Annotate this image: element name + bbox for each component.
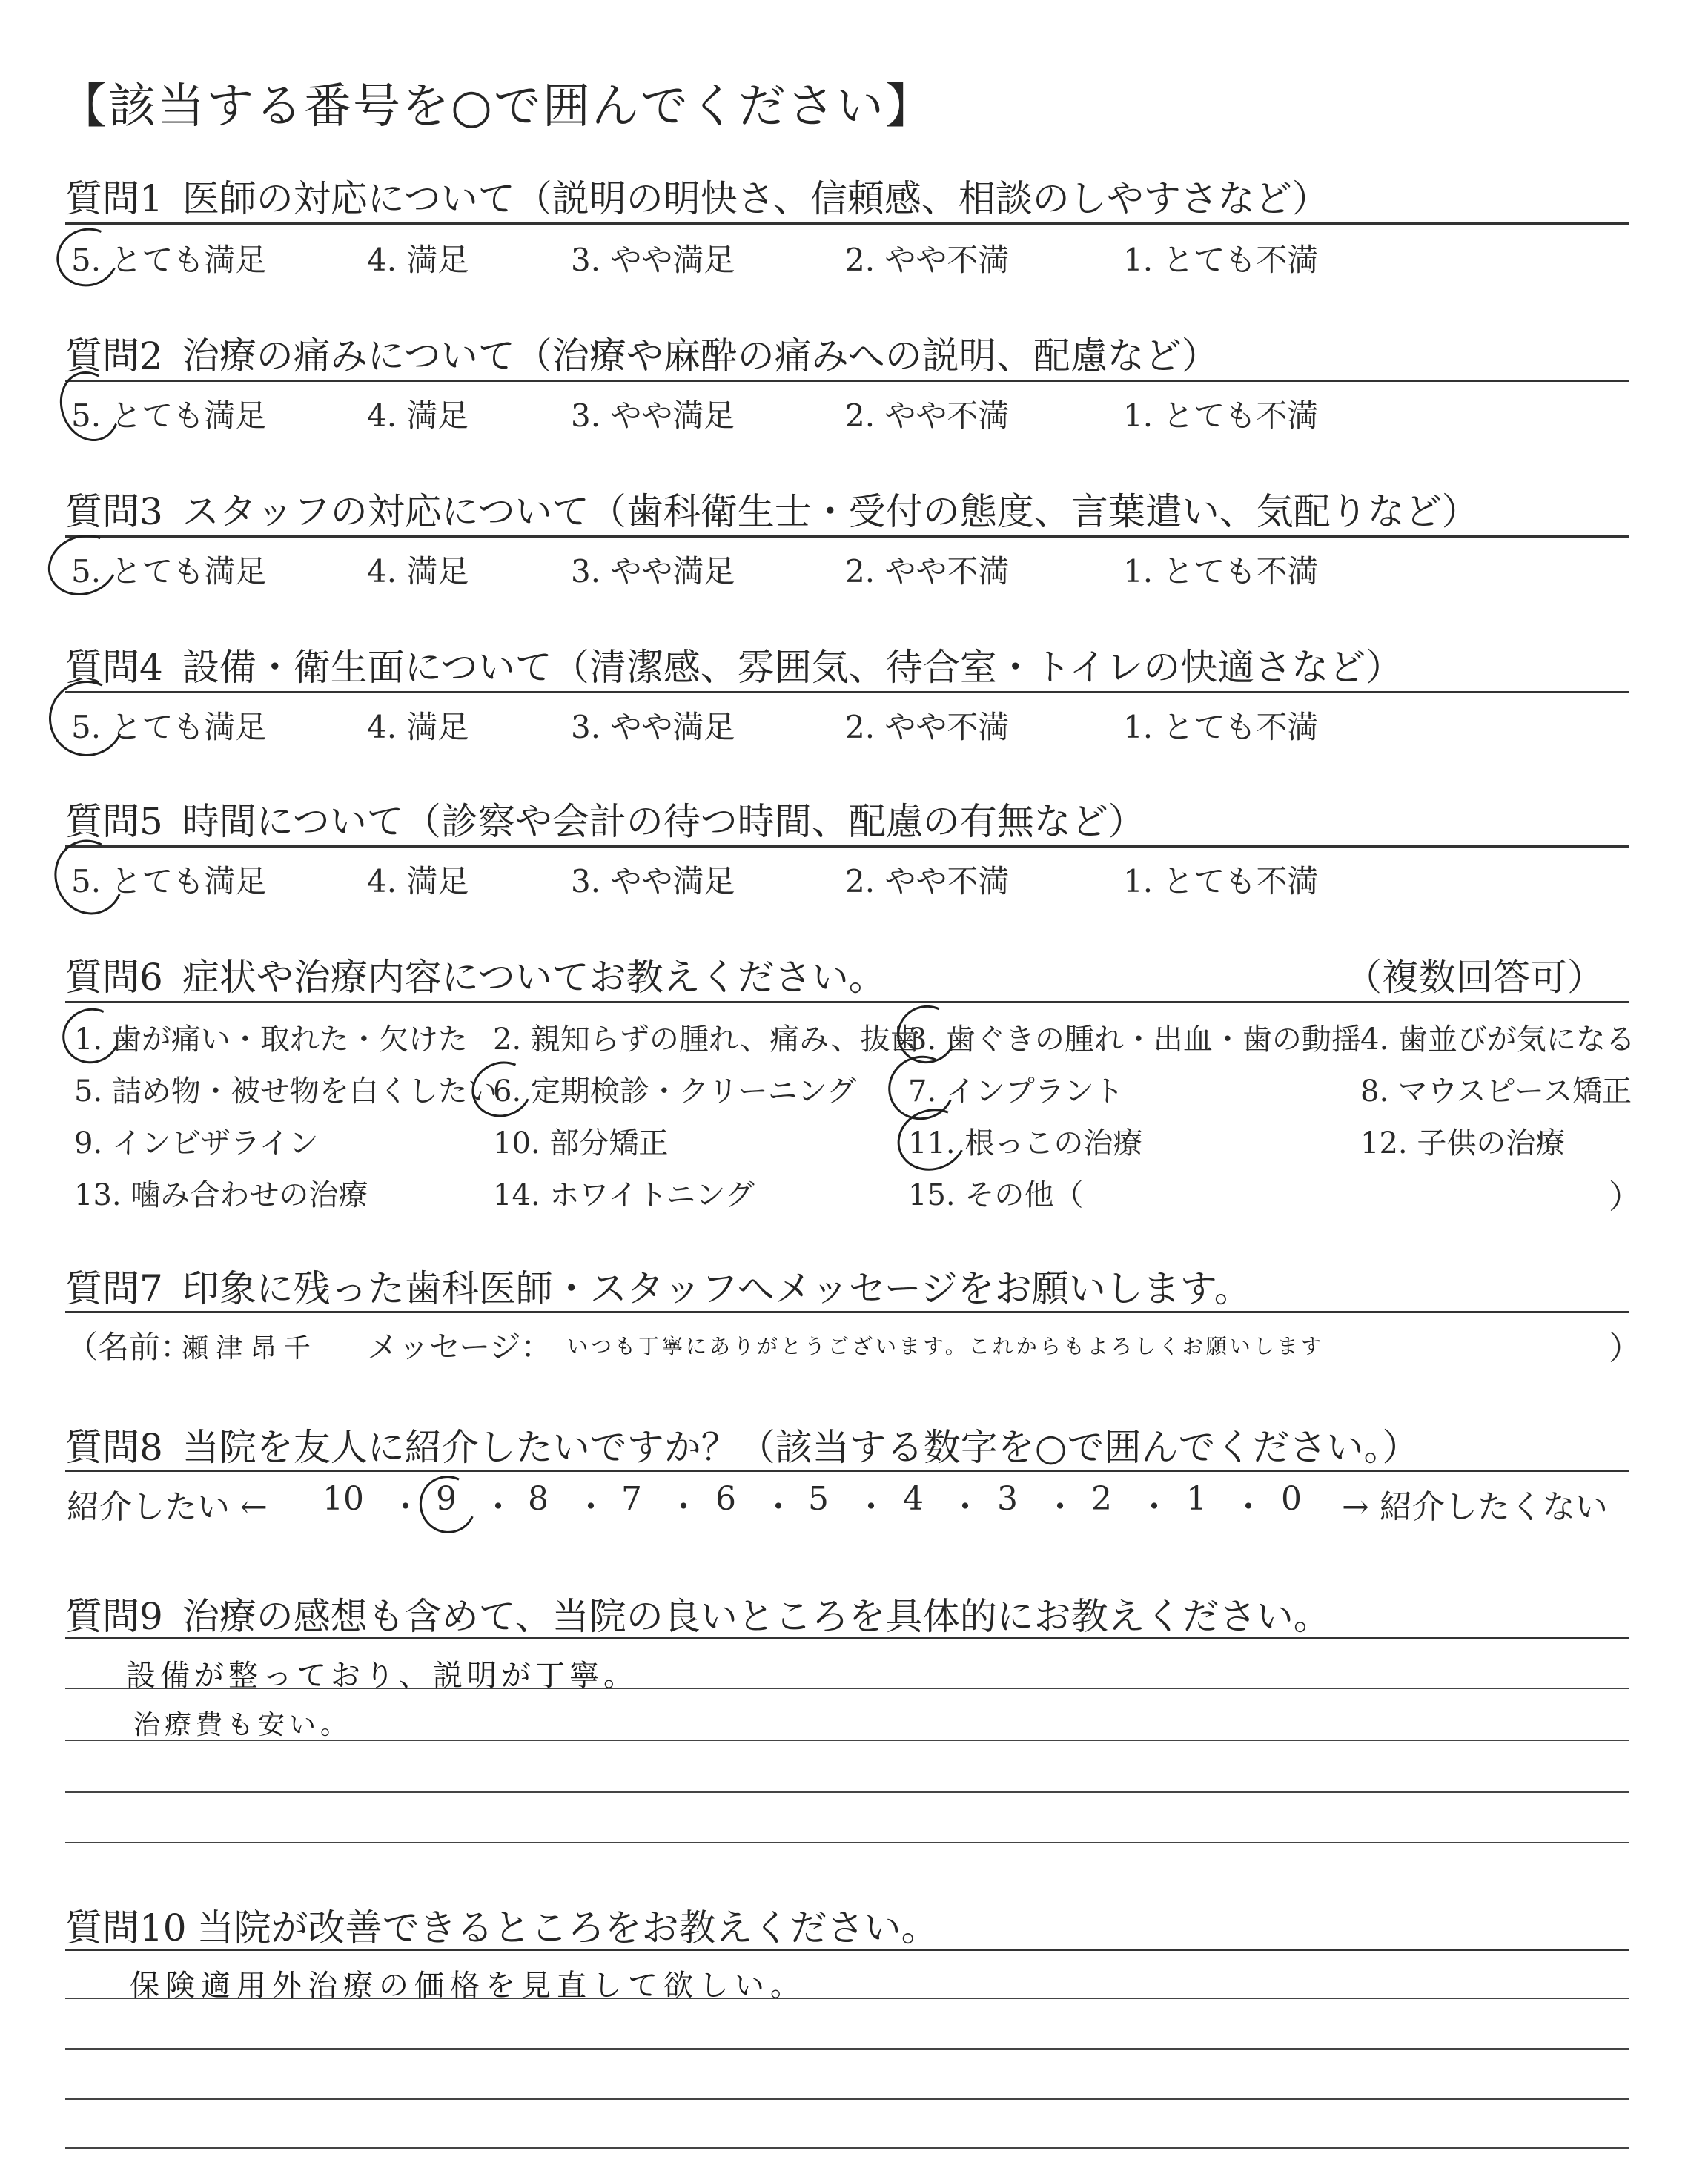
q2-option-4[interactable]: 4. 満足 [367, 397, 469, 434]
question-6-rule [65, 1001, 1629, 1003]
q4-option-3[interactable]: 3. やや満足 [571, 709, 735, 745]
question-7-rule [65, 1311, 1629, 1313]
q3-option-4[interactable]: 4. 満足 [367, 553, 469, 589]
q4-option-5[interactable]: 5. とても満足 [71, 709, 267, 745]
question-4-text: 設備・衛生面について（清潔感、雰囲気、待合室・トイレの快適さなど） [182, 646, 1403, 689]
q4-option-1[interactable]: 1. とても不満 [1123, 709, 1319, 745]
question-8-text: 当院を友人に紹介したいですか？（該当する数字を○で囲んでください。） [182, 1426, 1420, 1469]
q10-line-rule-3 [65, 2098, 1629, 2100]
q9-answer-line-2[interactable]: 治療費も安い。 [133, 1710, 352, 1740]
q8-scale-7[interactable]: 7 [621, 1480, 642, 1518]
question-10-rule [65, 1949, 1629, 1951]
q7-message-label: メッセージ： [367, 1329, 552, 1365]
q3-option-1[interactable]: 1. とても不満 [1123, 553, 1319, 589]
q1-option-1[interactable]: 1. とても不満 [1123, 242, 1319, 278]
q8-scale-8[interactable]: 8 [528, 1480, 549, 1518]
question-10-text: 当院が改善できるところをお教えください。 [196, 1906, 939, 1949]
q6-option-7[interactable]: 7. インプラント [908, 1074, 1124, 1109]
q10-line-rule-2 [65, 2048, 1629, 2050]
question-8-rule [65, 1470, 1629, 1472]
q8-right-label: → 紹介したくない [1342, 1488, 1608, 1526]
q8-sep-2: ・ [482, 1488, 514, 1526]
question-8-number: 質問8 [65, 1426, 163, 1469]
q8-sep-1: ・ [389, 1488, 422, 1526]
q8-scale-9[interactable]: 9 [436, 1480, 457, 1518]
question-6-text: 症状や治療内容についてお教えください。 [182, 956, 886, 999]
q8-sep-6: ・ [855, 1488, 887, 1526]
q8-scale-3[interactable]: 3 [997, 1480, 1018, 1518]
q9-line-rule-2 [65, 1740, 1629, 1741]
q5-option-1[interactable]: 1. とても不満 [1123, 863, 1319, 899]
q8-sep-8: ・ [1044, 1488, 1076, 1526]
q9-answer-line-1[interactable]: 設備が整っており、説明が丁寧。 [126, 1659, 638, 1693]
question-1-text: 医師の対応について（説明の明快さ、信頼感、相談のしやすさなど） [182, 177, 1329, 220]
q3-option-2[interactable]: 2. やや不満 [845, 553, 1010, 589]
q8-sep-5: ・ [762, 1488, 795, 1526]
q8-sep-3: ・ [575, 1488, 607, 1526]
q1-option-3[interactable]: 3. やや満足 [571, 242, 735, 278]
q4-option-2[interactable]: 2. やや不満 [845, 709, 1010, 745]
q9-line-rule-1 [65, 1688, 1629, 1689]
q6-option-1[interactable]: 1. 歯が痛い・取れた・欠けた [74, 1023, 468, 1057]
question-3-text: スタッフの対応について（歯科衛生士・受付の態度、言葉遣い、気配りなど） [182, 490, 1479, 533]
q2-option-5[interactable]: 5. とても満足 [71, 397, 267, 434]
q6-option-15[interactable]: 15. その他（ [908, 1178, 1084, 1212]
q8-scale-4[interactable]: 4 [903, 1480, 924, 1518]
question-6-heading [65, 948, 886, 1001]
q8-sep-4: ・ [667, 1488, 700, 1526]
question-5-text: 時間について（診察や会計の待つ時間、配慮の有無など） [182, 800, 1145, 843]
question-5-rule [65, 845, 1629, 848]
question-2-text: 治療の痛みについて（治療や麻酔の痛みへの説明、配慮など） [182, 334, 1219, 377]
question-1-number: 質問1 [65, 177, 163, 220]
q6-option-13[interactable]: 13. 噛み合わせの治療 [74, 1178, 368, 1212]
question-7-number: 質問7 [65, 1267, 163, 1310]
q5-option-2[interactable]: 2. やや不満 [845, 863, 1010, 899]
q2-option-2[interactable]: 2. やや不満 [845, 397, 1010, 434]
q9-line-rule-4 [65, 1842, 1629, 1843]
question-2-number: 質問2 [65, 334, 163, 377]
q8-sep-9: ・ [1138, 1488, 1171, 1526]
question-6-number: 質問6 [65, 956, 163, 999]
q6-option-2[interactable]: 2. 親知らずの腫れ、痛み、抜歯 [493, 1023, 920, 1057]
question-3-rule [65, 535, 1629, 538]
question-1-rule [65, 222, 1629, 225]
q7-name-value[interactable]: 瀬津昂千 [182, 1333, 319, 1364]
q5-option-4[interactable]: 4. 満足 [367, 863, 469, 899]
question-3-heading [65, 482, 1479, 535]
q6-option-14[interactable]: 14. ホワイトニング [493, 1178, 755, 1212]
q3-option-5[interactable]: 5. とても満足 [71, 553, 267, 589]
question-2-rule [65, 380, 1629, 382]
q1-option-4[interactable]: 4. 満足 [367, 242, 469, 278]
q2-option-1[interactable]: 1. とても不満 [1123, 397, 1319, 434]
q9-line-rule-3 [65, 1791, 1629, 1793]
q8-left-label: 紹介したい ← [67, 1488, 268, 1526]
q1-option-5[interactable]: 5. とても満足 [71, 242, 267, 278]
q6-option-6[interactable]: 6. 定期検診・クリーニング [493, 1074, 857, 1109]
q8-scale-5[interactable]: 5 [808, 1480, 829, 1518]
q8-scale-0[interactable]: 0 [1281, 1480, 1302, 1518]
q6-option-10[interactable]: 10. 部分矯正 [493, 1126, 669, 1160]
question-2-heading [65, 326, 1219, 380]
q6-option-9[interactable]: 9. インビザライン [74, 1126, 319, 1160]
question-10-number: 質問10 [65, 1906, 187, 1949]
q5-option-5[interactable]: 5. とても満足 [71, 863, 267, 899]
q6-option-12[interactable]: 12. 子供の治療 [1360, 1126, 1566, 1160]
question-4-number: 質問4 [65, 646, 163, 689]
q7-message-value[interactable]: いつも丁寧にありがとうございます。これからもよろしくお願いします [567, 1334, 1325, 1358]
q10-line-rule-1 [65, 1998, 1629, 1999]
question-5-heading [65, 792, 1145, 845]
question-4-rule [65, 691, 1629, 693]
question-9-text: 治療の感想も含めて、当院の良いところを具体的にお教えください。 [182, 1595, 1331, 1638]
question-7-heading [65, 1259, 1251, 1312]
question-8-heading [65, 1418, 1419, 1471]
q3-option-3[interactable]: 3. やや満足 [571, 553, 735, 589]
q10-line-rule-4 [65, 2147, 1629, 2149]
q8-scale-10[interactable]: 10 [322, 1480, 364, 1518]
q8-scale-2[interactable]: 2 [1091, 1480, 1112, 1518]
question-6-note: （複数回答可） [1345, 956, 1604, 999]
q6-option-3[interactable]: 3. 歯ぐきの腫れ・出血・歯の動揺 [908, 1023, 1361, 1057]
question-1-heading [65, 169, 1329, 222]
q10-answer-line-1[interactable]: 保険適用外治療の価格を見直して欲しい。 [130, 1969, 806, 2003]
q6-option-11[interactable]: 11. 根っこの治療 [908, 1126, 1143, 1160]
question-7-text: 印象に残った歯科医師・スタッフへメッセージをお願いします。 [182, 1267, 1251, 1310]
q8-scale-1[interactable]: 1 [1186, 1480, 1207, 1518]
question-4-heading [65, 638, 1403, 691]
question-9-number: 質問9 [65, 1595, 163, 1638]
q8-sep-10: ・ [1232, 1488, 1265, 1526]
q8-scale-6[interactable]: 6 [715, 1480, 736, 1518]
q7-close-paren: ） [1609, 1330, 1641, 1367]
question-3-number: 質問3 [65, 490, 163, 533]
q8-sep-7: ・ [949, 1488, 982, 1526]
q4-option-4[interactable]: 4. 満足 [367, 709, 469, 745]
q2-option-3[interactable]: 3. やや満足 [571, 397, 735, 434]
q5-option-3[interactable]: 3. やや満足 [571, 863, 735, 899]
q1-option-2[interactable]: 2. やや不満 [845, 242, 1010, 278]
question-10-heading [65, 1898, 939, 1952]
question-5-number: 質問5 [65, 800, 163, 843]
q6-option-8[interactable]: 8. マウスピース矯正 [1360, 1074, 1632, 1109]
question-9-rule [65, 1637, 1629, 1639]
q7-name-label: （名前： [67, 1329, 192, 1365]
page-title: 【該当する番号を○で囲んでください】 [59, 79, 934, 134]
question-9-heading [65, 1587, 1331, 1640]
q6-option-5[interactable]: 5. 詰め物・被せ物を白くしたい [74, 1074, 497, 1109]
q6-other-close-paren: ） [1609, 1178, 1641, 1216]
q6-option-4[interactable]: 4. 歯並びが気になる [1360, 1023, 1635, 1057]
